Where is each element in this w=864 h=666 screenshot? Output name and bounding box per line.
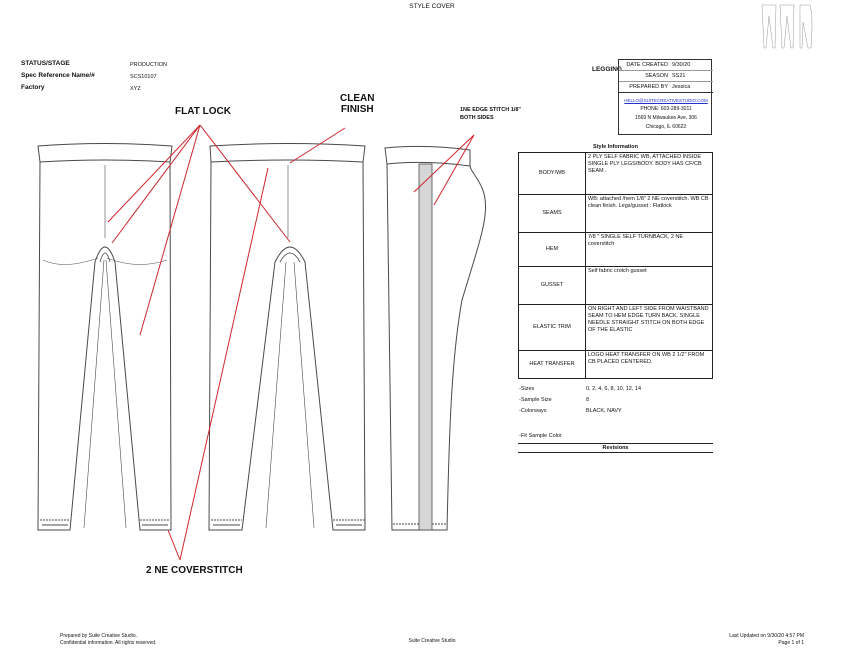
edge-stitch-pointer-1 xyxy=(414,135,474,192)
flat-lock-pointer-2 xyxy=(112,125,200,243)
row-label: GUSSET xyxy=(519,267,586,305)
row-label: HEAT TRANSFER xyxy=(519,351,586,379)
factory-label: Factory xyxy=(21,84,45,91)
status-value: PRODUCTION xyxy=(130,62,167,68)
revisions-title: Revisions xyxy=(602,445,629,451)
coverstitch-callout: 2 NE COVERSTITCH xyxy=(146,565,243,576)
city-text: Chicago, IL 60622 xyxy=(645,124,687,130)
season-value: SS21 xyxy=(672,73,686,79)
edge-stitch-pointer-2 xyxy=(434,135,474,205)
prepared-by-value: Jessica xyxy=(672,84,691,90)
table-row xyxy=(519,195,713,233)
style-information-table xyxy=(518,152,713,379)
email-link[interactable]: HELLO@SUITECREATIVESTUDIO.COM xyxy=(624,98,708,103)
edge-stitch-callout xyxy=(460,106,521,122)
sizes-label: -Sizes xyxy=(519,386,535,392)
row-label: BODY/WB xyxy=(519,153,586,195)
page-title: STYLE COVER xyxy=(409,3,455,10)
status-label: STATUS/STAGE xyxy=(21,60,70,67)
row-label: HEM xyxy=(519,233,586,267)
style-information-title: Style Information xyxy=(593,144,638,150)
legging-thumbnail xyxy=(758,2,818,50)
footer-last-updated: Last Updated on 9/30/20 4:57 PM xyxy=(729,633,804,639)
edge-stitch-line-1: 1NE EDGE STITCH 1/8" xyxy=(460,107,521,113)
row-value: 2 PLY SELF FABRIC WB, ATTACHED INSIDE SINGLE PLY LEGS/BODY. BODY HAS CF/CB SEAM . xyxy=(586,153,713,195)
front-view-sketch xyxy=(38,144,172,531)
prepared-by-row xyxy=(619,82,713,93)
row-value: LOGO HEAT TRANSFER ON WB 2 1/2" FROM CB PLACED CENTERED. xyxy=(586,351,713,379)
row-value: 7/8 " SINGLE SELF TURNBACK, 2 NE coverstitch xyxy=(586,233,713,267)
clean-finish-line-1: CLEAN xyxy=(340,93,375,104)
footer-right xyxy=(729,633,804,647)
address-text: 1569 N Milwaukee Ave, 306 xyxy=(635,115,697,121)
clean-finish-pointer xyxy=(290,128,345,163)
coverstitch-pointer-1 xyxy=(168,530,180,560)
season-row xyxy=(619,71,713,82)
row-value: WB: attached /hem 1/8" 2 NE coverstitch. WB CB clean finish. Legs/gusset : Flatlock xyxy=(586,195,713,233)
spec-reference-label: Spec Reference Name/# xyxy=(21,72,95,79)
prepared-by-label: PREPARED BY xyxy=(629,84,668,90)
style-name: LEGGING xyxy=(592,66,622,73)
revisions-divider-top xyxy=(518,443,713,444)
date-created-value: 9/30/20 xyxy=(672,62,691,68)
footer-confidential: Confidential information. All rights reserved. xyxy=(60,640,157,646)
sizes-value: 0, 2, 4, 6, 8, 10, 12, 14 xyxy=(586,386,642,392)
spec-reference-value: SCS10107 xyxy=(130,74,157,80)
table-row xyxy=(519,233,713,267)
phone-text: PHONE: 603-289-3011 xyxy=(640,106,692,112)
table-row xyxy=(519,305,713,351)
row-label: ELASTIC TRIM xyxy=(519,305,586,351)
edge-stitch-line-2: BOTH SIDES xyxy=(460,115,494,121)
footer-prepared-by: Prepared by Suite Creative Studio. xyxy=(60,633,137,639)
row-value: Self fabric crotch gusset xyxy=(586,267,713,305)
fit-sample-label: -Fit Sample Color xyxy=(519,433,562,439)
legging-flat-sketches xyxy=(0,95,510,595)
row-value: ON RIGHT AND LEFT SIDE FROM WAISTBAND SEAM TO HEM EDGE TURN BACK. SINGLE NEEDLE STRAIGHT STITCH ON BOTH EDGE OF THE ELASTIC xyxy=(586,305,713,351)
sample-size-label: -Sample Size xyxy=(519,397,552,403)
colorways-label: -Colorways xyxy=(519,408,547,414)
style-info-box xyxy=(618,59,712,135)
revisions-divider-bottom xyxy=(518,452,713,453)
table-row xyxy=(519,351,713,379)
season-label: SEASON xyxy=(645,73,668,79)
back-view-sketch xyxy=(209,144,365,531)
date-created-label: DATE CREATED xyxy=(626,62,668,68)
table-row xyxy=(519,153,713,195)
flat-lock-pointer-4 xyxy=(200,125,290,242)
clean-finish-callout xyxy=(340,93,374,115)
date-created-row xyxy=(619,60,713,71)
clean-finish-line-2: FINISH xyxy=(340,104,374,115)
table-row xyxy=(519,267,713,305)
side-view-sketch xyxy=(385,146,486,530)
flat-lock-callout: FLAT LOCK xyxy=(175,106,231,117)
factory-value: XYZ xyxy=(130,86,141,92)
footer-center: Suite Creative Studio xyxy=(408,638,456,644)
coverstitch-pointer-2 xyxy=(180,168,268,560)
colorways-value: BLACK, NAVY xyxy=(586,408,622,414)
row-label: SEAMS xyxy=(519,195,586,233)
sample-size-value: 8 xyxy=(586,397,590,403)
footer-page-number: Page 1 of 1 xyxy=(778,640,804,646)
